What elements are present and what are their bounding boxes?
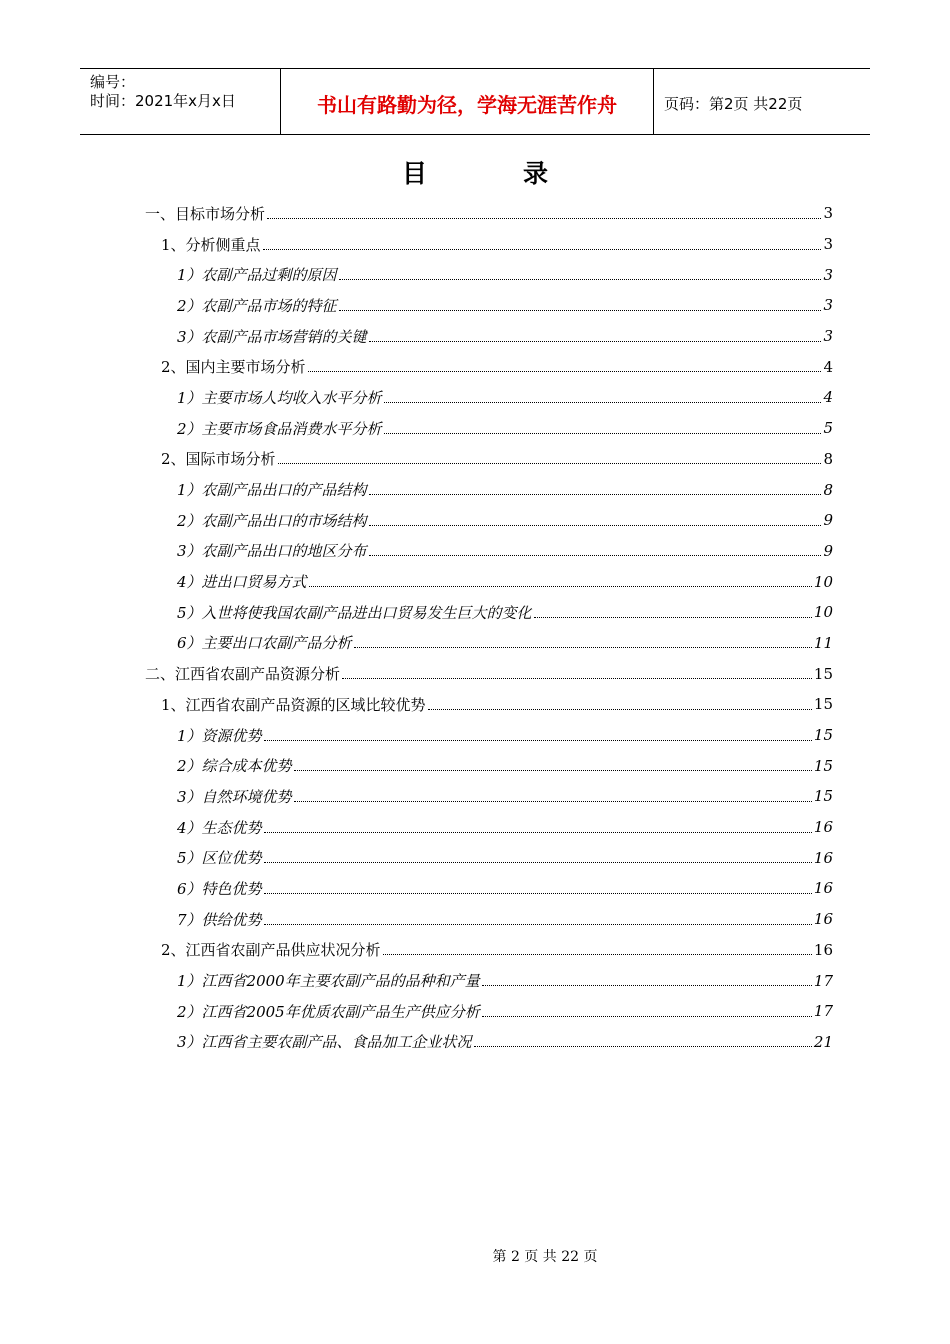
toc-dot-leader [264, 862, 812, 863]
toc-entry-page-number: 15 [813, 695, 833, 714]
toc-entry[interactable] [0, 965, 950, 996]
toc-entry[interactable] [0, 290, 950, 321]
toc-entry-page-number: 8 [823, 449, 833, 468]
toc-entry[interactable] [0, 750, 950, 781]
toc-entry-page-number: 16 [813, 879, 833, 898]
toc-entry-page-number: 16 [813, 818, 833, 837]
toc-entry[interactable] [0, 720, 950, 751]
toc-dot-leader [342, 678, 812, 679]
toc-entry[interactable] [0, 229, 950, 260]
toc-dot-leader [267, 218, 821, 219]
toc-entry-label: 1、江西省农副产品资源的区域比较优势 [161, 695, 426, 714]
toc-entry[interactable] [0, 781, 950, 812]
toc-entry[interactable] [0, 996, 950, 1027]
toc-entry[interactable] [0, 351, 950, 382]
toc-entry-label: 3）农副产品市场营销的关键 [177, 327, 367, 346]
toc-dot-leader [482, 985, 812, 986]
toc-entry-label: 6）主要出口农副产品分析 [177, 634, 352, 653]
toc-entry-page-number: 3 [823, 235, 833, 254]
toc-dot-leader [294, 801, 812, 802]
header-page-cell [654, 69, 870, 135]
toc-dot-leader [384, 433, 822, 434]
toc-entry[interactable] [0, 873, 950, 904]
toc-entry[interactable] [0, 628, 950, 659]
toc-entry-page-number: 15 [813, 756, 833, 775]
toc-entry-page-number: 16 [813, 848, 833, 867]
toc-entry-page-number: 5 [823, 419, 833, 438]
toc-entry-label: 7）供给优势 [177, 910, 262, 929]
toc-entry[interactable] [0, 474, 950, 505]
toc-entry-label: 1）主要市场人均收入水平分析 [177, 388, 382, 407]
document-number-label: 编号： [90, 73, 136, 91]
toc-dot-leader [369, 525, 822, 526]
toc-entry[interactable] [0, 904, 950, 935]
toc-entry-label: 3）自然环境优势 [177, 787, 292, 806]
toc-entry-page-number: 4 [823, 357, 833, 376]
toc-dot-leader [264, 740, 812, 741]
toc-entry-page-number: 9 [823, 511, 833, 530]
toc-dot-leader [384, 402, 822, 403]
toc-dot-leader [294, 770, 812, 771]
toc-entry-label: 1）农副产品出口的产品结构 [177, 481, 367, 500]
toc-dot-leader [369, 494, 822, 495]
toc-entry[interactable] [0, 259, 950, 290]
toc-entry-page-number: 15 [813, 664, 833, 683]
toc-entry[interactable] [0, 597, 950, 628]
toc-dot-leader [339, 310, 822, 311]
toc-entry[interactable] [0, 198, 950, 229]
toc-entry-label: 2）农副产品出口的市场结构 [177, 511, 367, 530]
header-motto: 书山有路勤为径，学海无涯苦作舟 [317, 92, 617, 117]
toc-dot-leader [339, 279, 822, 280]
toc-entry-label: 5）入世将使我国农副产品进出口贸易发生巨大的变化 [177, 603, 532, 622]
toc-entry[interactable] [0, 1027, 950, 1058]
document-header [80, 68, 870, 135]
toc-entry[interactable] [0, 812, 950, 843]
toc-dot-leader [278, 463, 822, 464]
toc-entry[interactable] [0, 536, 950, 567]
toc-entry-page-number: 10 [813, 572, 833, 591]
toc-entry-label: 2）江西省2005年优质农副产品生产供应分析 [177, 1002, 480, 1021]
toc-entry-page-number: 4 [823, 388, 833, 407]
toc-entry-label: 2）综合成本优势 [177, 757, 292, 776]
page-footer: 第 2 页 共 22 页 [492, 1249, 598, 1265]
toc-entry[interactable] [0, 842, 950, 873]
toc-dot-leader [264, 832, 812, 833]
toc-entry-page-number: 11 [813, 633, 833, 652]
toc-entry-label: 4）生态优势 [177, 818, 262, 837]
toc-entry[interactable] [0, 444, 950, 475]
toc-entry-label: 5）区位优势 [177, 849, 262, 868]
toc-dot-leader [428, 709, 812, 710]
toc-entry-page-number: 8 [823, 480, 833, 499]
toc-dot-leader [482, 1016, 812, 1017]
toc-dot-leader [369, 555, 822, 556]
toc-entry-page-number: 16 [813, 940, 833, 959]
toc-entry-page-number: 3 [823, 296, 833, 315]
toc-entry-page-number: 15 [813, 726, 833, 745]
toc-entry-page-number: 15 [813, 787, 833, 806]
toc-entry-label: 2、国内主要市场分析 [161, 358, 306, 377]
toc-dot-leader [309, 586, 812, 587]
document-time-label: 时间：2021年x月x日 [90, 92, 236, 110]
header-motto-cell [281, 69, 654, 135]
toc-dot-leader [383, 954, 812, 955]
toc-dot-leader [354, 647, 812, 648]
toc-entry-page-number: 3 [823, 204, 833, 223]
toc-entry-label: 6）特色优势 [177, 879, 262, 898]
toc-entry[interactable] [0, 413, 950, 444]
toc-entry-label: 3）农副产品出口的地区分布 [177, 542, 367, 561]
toc-entry[interactable] [0, 505, 950, 536]
toc-entry[interactable] [0, 321, 950, 352]
toc-entry-label: 2）主要市场食品消费水平分析 [177, 419, 382, 438]
table-of-contents [0, 198, 950, 1057]
toc-entry-label: 1）江西省2000年主要农副产品的品种和产量 [177, 972, 480, 991]
page-title: 目录 [401, 159, 644, 188]
toc-dot-leader [264, 893, 812, 894]
toc-entry-label: 1）农副产品过剩的原因 [177, 266, 337, 285]
toc-entry[interactable] [0, 935, 950, 966]
toc-entry[interactable] [0, 689, 950, 720]
toc-entry-label: 一、目标市场分析 [145, 204, 266, 223]
toc-dot-leader [474, 1046, 812, 1047]
toc-entry-label: 2）农副产品市场的特征 [177, 296, 337, 315]
toc-entry-label: 2、江西省农副产品供应状况分析 [161, 941, 381, 960]
toc-entry[interactable] [0, 658, 950, 689]
toc-entry-page-number: 16 [813, 910, 833, 929]
toc-entry-page-number: 3 [823, 265, 833, 284]
toc-entry-page-number: 17 [813, 971, 833, 990]
toc-entry[interactable] [0, 566, 950, 597]
toc-dot-leader [369, 341, 822, 342]
toc-entry-label: 1）资源优势 [177, 726, 262, 745]
toc-entry-label: 3）江西省主要农副产品、食品加工企业状况 [177, 1033, 472, 1052]
toc-dot-leader [534, 617, 812, 618]
toc-entry-page-number: 17 [813, 1002, 833, 1021]
toc-entry-page-number: 21 [813, 1032, 833, 1051]
toc-entry-page-number: 9 [823, 541, 833, 560]
header-page-info: 页码：第2页 共22页 [664, 94, 803, 113]
header-meta-cell [80, 69, 281, 135]
toc-dot-leader [263, 249, 822, 250]
toc-dot-leader [264, 924, 812, 925]
toc-entry[interactable] [0, 382, 950, 413]
toc-entry-label: 二、江西省农副产品资源分析 [145, 665, 341, 684]
toc-entry-page-number: 3 [823, 327, 833, 346]
toc-entry-label: 1、分析侧重点 [161, 235, 261, 254]
toc-entry-page-number: 10 [813, 603, 833, 622]
toc-dot-leader [308, 371, 822, 372]
toc-entry-label: 4）进出口贸易方式 [177, 573, 307, 592]
toc-entry-label: 2、国际市场分析 [161, 450, 276, 469]
